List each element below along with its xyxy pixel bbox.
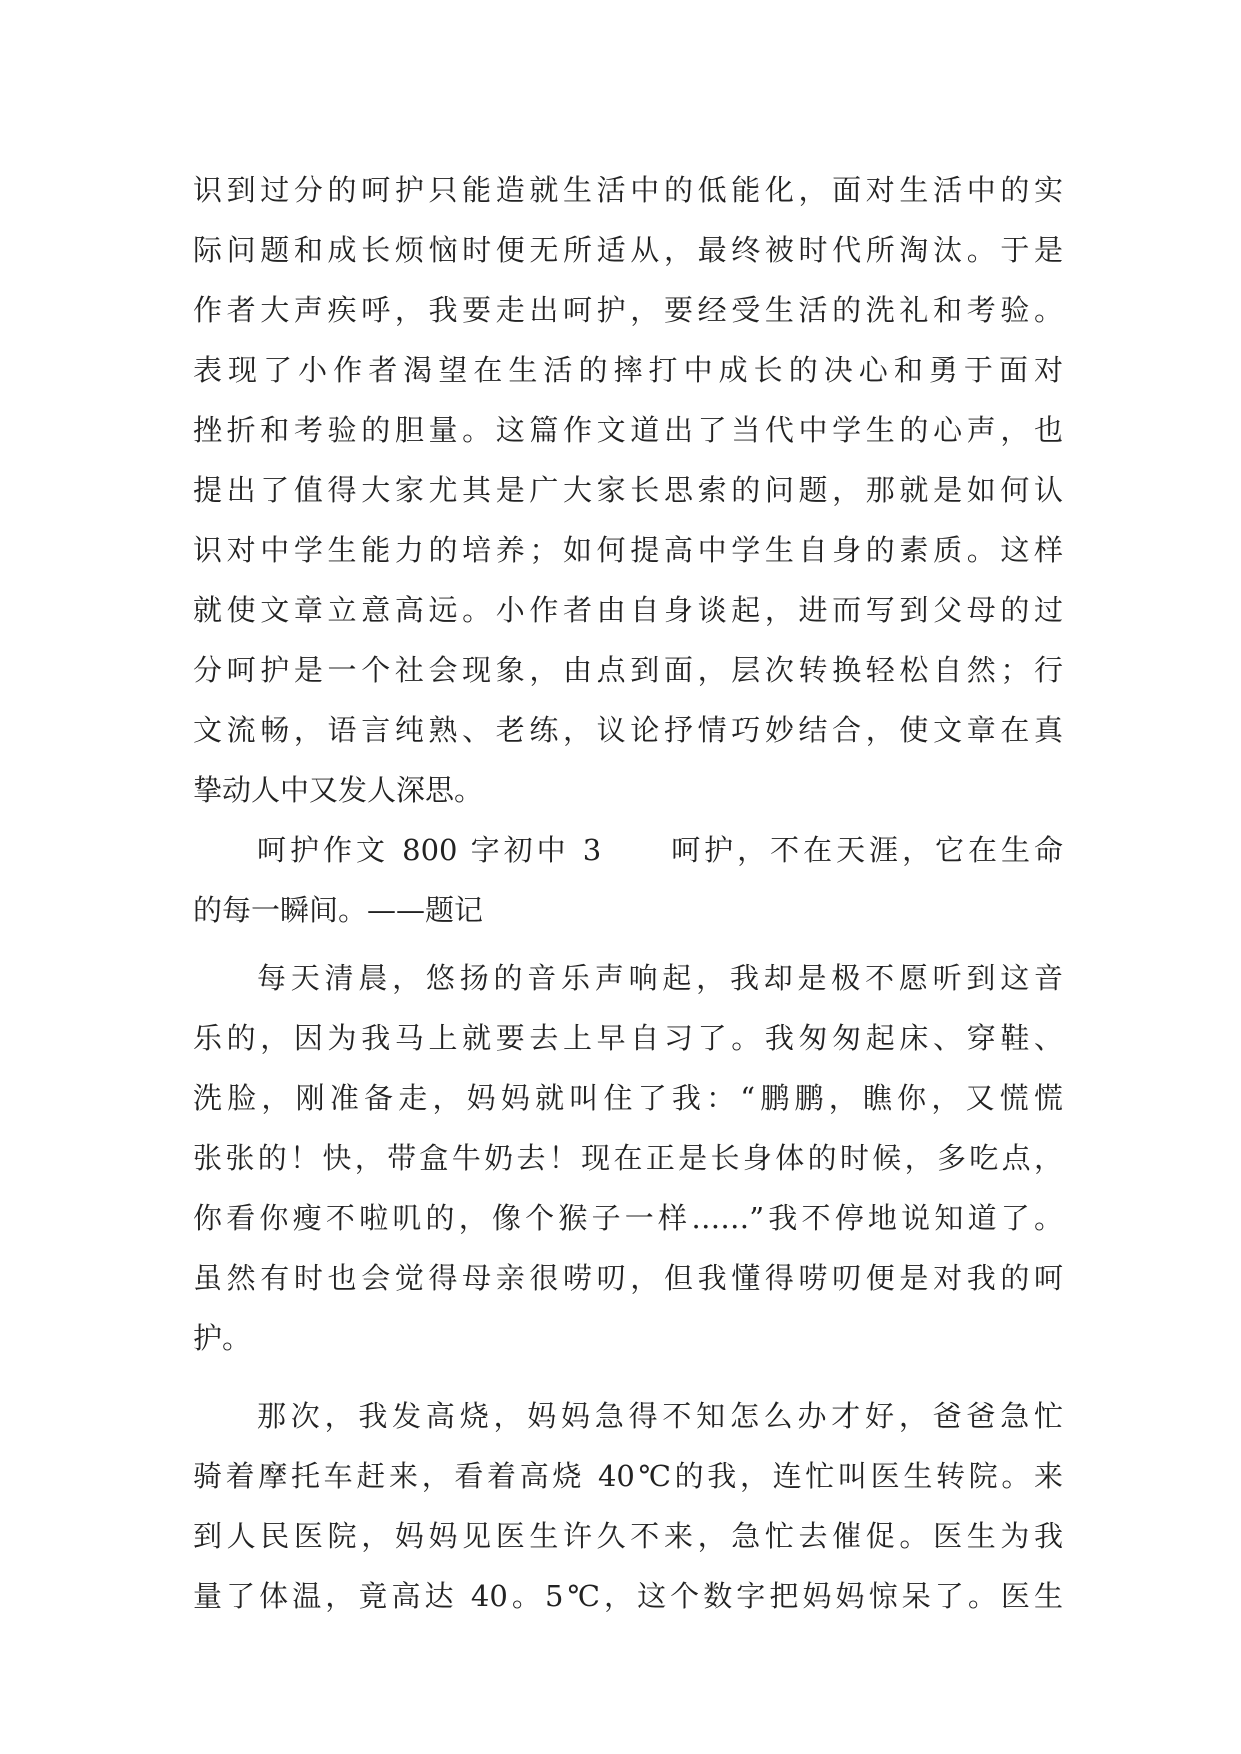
text-line: 虽然有时也会觉得母亲很唠叨，但我懂得唠叨便是对我的呵 xyxy=(193,1261,1063,1295)
text-line: 表现了小作者渴望在生活的摔打中成长的决心和勇于面对 xyxy=(193,353,1063,387)
text-line: 识对中学生能力的培养；如何提高中学生自身的素质。这样 xyxy=(193,533,1063,567)
text-line: 挚动人中又发人深思。 xyxy=(193,773,484,807)
section-heading-line: 呵护作文 800 字初中 3 呵护，不在天涯，它在生命 xyxy=(257,833,1063,867)
text-line: 洗脸，刚准备走，妈妈就叫住了我：“鹏鹏，瞧你，又慌慌 xyxy=(193,1081,1063,1115)
text-line: 就使文章立意高远。小作者由自身谈起，进而写到父母的过 xyxy=(193,593,1063,627)
text-line: 张张的！快，带盒牛奶去！现在正是长身体的时候，多吃点， xyxy=(193,1141,1063,1175)
text-line: 护。 xyxy=(193,1321,252,1355)
paragraph-start-line: 那次，我发高烧，妈妈急得不知怎么办才好，爸爸急忙 xyxy=(257,1399,1063,1433)
text-line: 的每一瞬间。——题记 xyxy=(193,893,484,927)
text-line: 量了体温，竟高达 40。5℃，这个数字把妈妈惊呆了。医生 xyxy=(193,1579,1063,1613)
body-text xyxy=(193,160,1063,1626)
text-line: 作者大声疾呼，我要走出呵护，要经受生活的洗礼和考验。 xyxy=(193,293,1063,327)
text-line: 乐的，因为我马上就要去上早自习了。我匆匆起床、穿鞋、 xyxy=(193,1021,1063,1055)
paragraph-start-line: 每天清晨，悠扬的音乐声响起，我却是极不愿听到这音 xyxy=(257,961,1063,995)
text-line: 文流畅，语言纯熟、老练，议论抒情巧妙结合，使文章在真 xyxy=(193,713,1063,747)
text-line: 识到过分的呵护只能造就生活中的低能化，面对生活中的实 xyxy=(193,173,1063,207)
text-line: 你看你瘦不啦叽的，像个猴子一样……”我不停地说知道了。 xyxy=(193,1201,1063,1235)
text-line: 挫折和考验的胆量。这篇作文道出了当代中学生的心声，也 xyxy=(193,413,1063,447)
text-line: 提出了值得大家尤其是广大家长思索的问题，那就是如何认 xyxy=(193,473,1063,507)
text-line: 骑着摩托车赶来，看着高烧 40℃的我，连忙叫医生转院。来 xyxy=(193,1459,1063,1493)
text-line: 分呵护是一个社会现象，由点到面，层次转换轻松自然；行 xyxy=(193,653,1063,687)
text-line: 际问题和成长烦恼时便无所适从，最终被时代所淘汰。于是 xyxy=(193,233,1063,267)
text-line: 到人民医院，妈妈见医生许久不来，急忙去催促。医生为我 xyxy=(193,1519,1063,1553)
